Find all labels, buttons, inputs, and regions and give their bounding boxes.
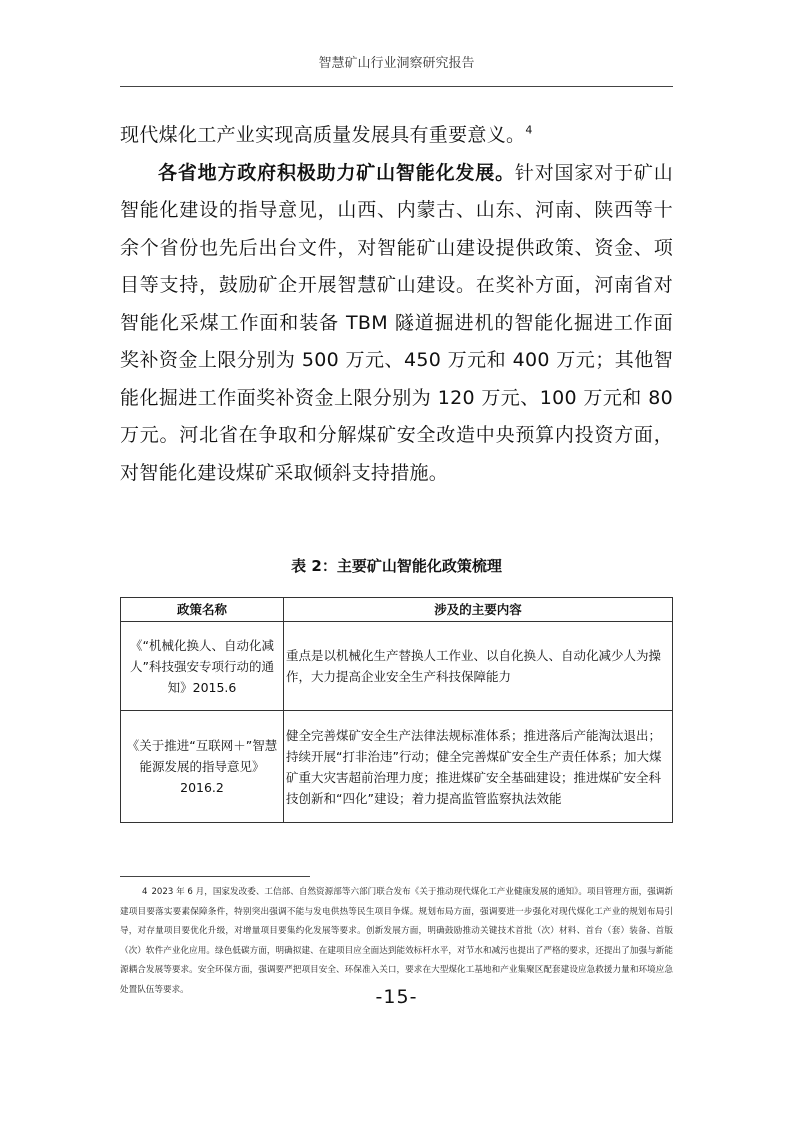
policy-content-cell: 重点是以机械化生产替换人工作业、以自化换人、自动化减少人为操作，大力提高企业安全生产科技保障能力 [284, 622, 673, 711]
table-header-row [121, 598, 673, 622]
paragraph-2-text: 针对国家对于矿山智能化建设的指导意见，山西、内蒙古、山东、河南、陕西等十余个省份也先后出台文件，对智能矿山建设提供政策、资金、项目等支持，鼓励矿企开展智慧矿山建设。在奖补方面，河南省对智能化采煤工作面和装备 TBM 隧道掘进机的智能化掘进工作面奖补资金上限分别为 500 万元、450 万元和 400 万元；其他智能化掘进工作面奖补资金上限分别为 120 万元、100 万元和 80 万元。河北省在争取和分解煤矿安全改造中央预算内投资方面，对智能化建设煤矿采取倾斜支持措施。 [120, 161, 673, 484]
footnote-text: 2023 年 6 月，国家发改委、工信部、自然资源部等六部门联合发布《关于推动现代煤化工产业健康发展的通知》。项目管理方面，强调新建项目要落实要素保障条件，特别突出强调不能与发电供热等民生项目争煤。规划布局方面，强调要进一步强化对现代煤化工产业的规划布局引导，对存量项目要优化升级，对增量项目要集约化发展等要求。创新发展方面，明确鼓励推动关键技术首批（次）材料、首台（套）装备、首版（次）软件产业化应用。绿色低碳方面，明确拟建、在建项目应全面达到能效标杆水平，对节水和减污也提出了严格的要求，还提出了加强与新能源耦合发展等要求。安全环保方面，强调要严把项目安全、环保准入关口，要求在大型煤化工基地和产业集聚区配套建设应急救援力量和环境应急处置队伍等要求。 [120, 887, 673, 995]
footnote-ref[interactable]: 4 [525, 123, 533, 137]
header-divider [120, 86, 673, 87]
footnote [120, 883, 673, 1000]
table-title: 表 2：主要矿山智能化政策梳理 [291, 557, 502, 575]
table-row [121, 622, 673, 711]
footnote-divider [120, 876, 310, 877]
policy-name-cell: 《“机械化换人、自动化减人”科技强安专项行动的通知》2015.6 [121, 622, 284, 711]
policy-name-cell: 《关于推进“互联网＋”智慧能源发展的指导意见》2016.2 [121, 711, 284, 823]
paragraph-1 [120, 117, 673, 155]
policy-table [120, 597, 673, 823]
policy-content-cell: 健全完善煤矿安全生产法律法规标准体系；推进落后产能淘汰退出；持续开展“打非治违”行动；健全完善煤矿安全生产责任体系；加大煤矿重大灾害超前治理力度；推进煤矿安全基础建设；推进煤矿安全科技创新和“四化”建设；着力提高监管监察执法效能 [284, 711, 673, 823]
paragraph-2-lead: 各省地方政府积极助力矿山智能化发展。 [158, 161, 515, 184]
header-main-content: 涉及的主要内容 [284, 598, 673, 622]
table-row [121, 711, 673, 823]
paragraph-1-text: 现代煤化工产业实现高质量发展具有重要意义。 [120, 124, 526, 146]
paragraph-2 [120, 155, 673, 493]
body-text [120, 117, 673, 492]
footnote-number: 4 [142, 887, 148, 897]
page-header: 智慧矿山行业洞察研究报告 [318, 56, 475, 71]
header-policy-name: 政策名称 [121, 598, 284, 622]
page-number: -15- [375, 986, 418, 1008]
